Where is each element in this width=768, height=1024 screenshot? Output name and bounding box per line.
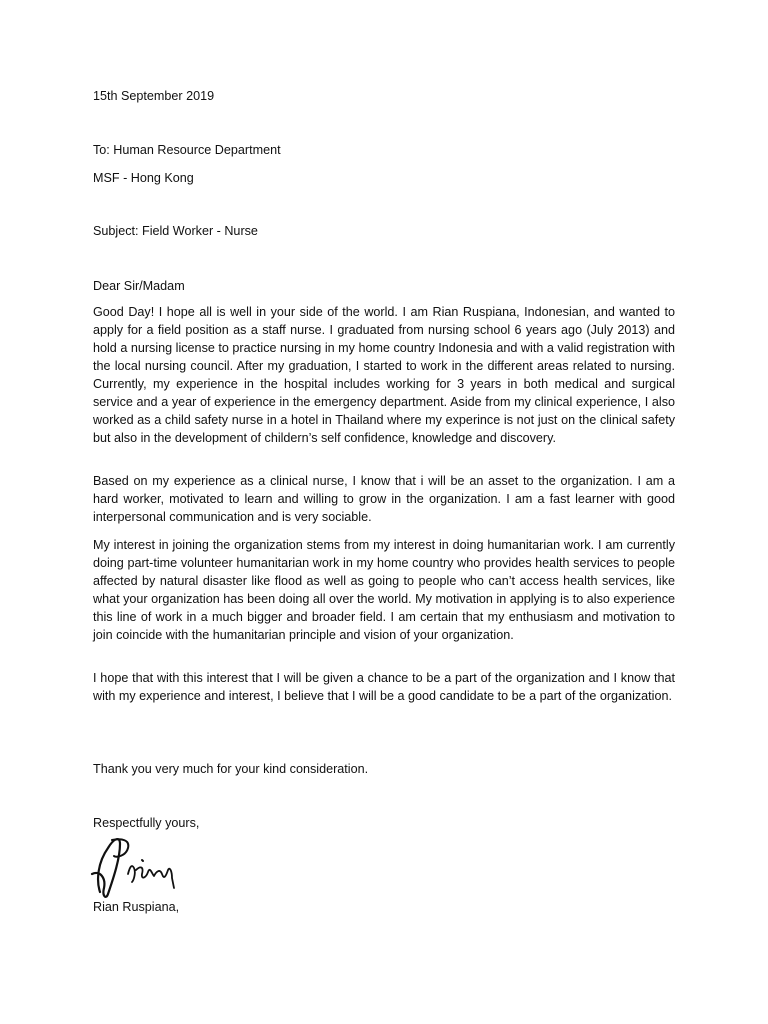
- signer-name: Rian Ruspiana,: [93, 900, 180, 914]
- letter-date: 15th September 2019: [93, 89, 215, 103]
- handwritten-signature: [90, 830, 190, 900]
- letter-subject: Subject: Field Worker - Nurse: [93, 224, 258, 238]
- body-paragraph-4: I hope that with this interest that I will be given a chance to be a part of the organization and I know that with my experience and interest, I believe that I will be a good candidate to be a part of the organization.: [93, 671, 675, 703]
- closing-line: Respectfully yours,: [93, 816, 200, 830]
- body-paragraph-1: Good Day! I hope all is well in your side of the world. I am Rian Ruspiana, Indonesian, and wanted to apply for a field position as a staff nurse. I graduated from nursing school 6 years ago (July 2013) and hold a nursing license to practice nursing in my home country Indonesia and with a valid registration with the local nursing council. After my graduation, I started to work in the different areas related to nursing. Currently, my experience in the hospital includes working for 3 years in both medical and surgical service and a year of experience in the emergency department. Aside from my clinical experience, I also worked as a child safety nurse in a hotel in Thailand where my experince is not just on the clinical safety but also in the development of childern’s self confidence, knowledge and discovery.: [93, 305, 675, 445]
- salutation: Dear Sir/Madam: [93, 279, 185, 293]
- body-paragraph-3: My interest in joining the organization stems from my interest in doing humanitarian work. I am currently doing part-time volunteer humanitarian work in my home country who provides health services to people affected by natural disaster like flood as well as going to people who can’t access health services, like what your organization has been doing all over the world. My motivation in applying is to also experience this line of work in a much bigger and broader field. I am certain that my enthusiasm and motivation to join coincide with the humanitarian principle and vision of your organization.: [93, 538, 675, 642]
- recipient-department: To: Human Resource Department: [93, 143, 281, 157]
- recipient-organization: MSF - Hong Kong: [93, 171, 194, 185]
- thanks-line: Thank you very much for your kind consideration.: [93, 762, 369, 776]
- body-paragraph-2: Based on my experience as a clinical nurse, I know that i will be an asset to the organization. I am a hard worker, motivated to learn and willing to grow in the organization. I am a fast learner with good interpersonal communication and is very sociable.: [93, 474, 675, 524]
